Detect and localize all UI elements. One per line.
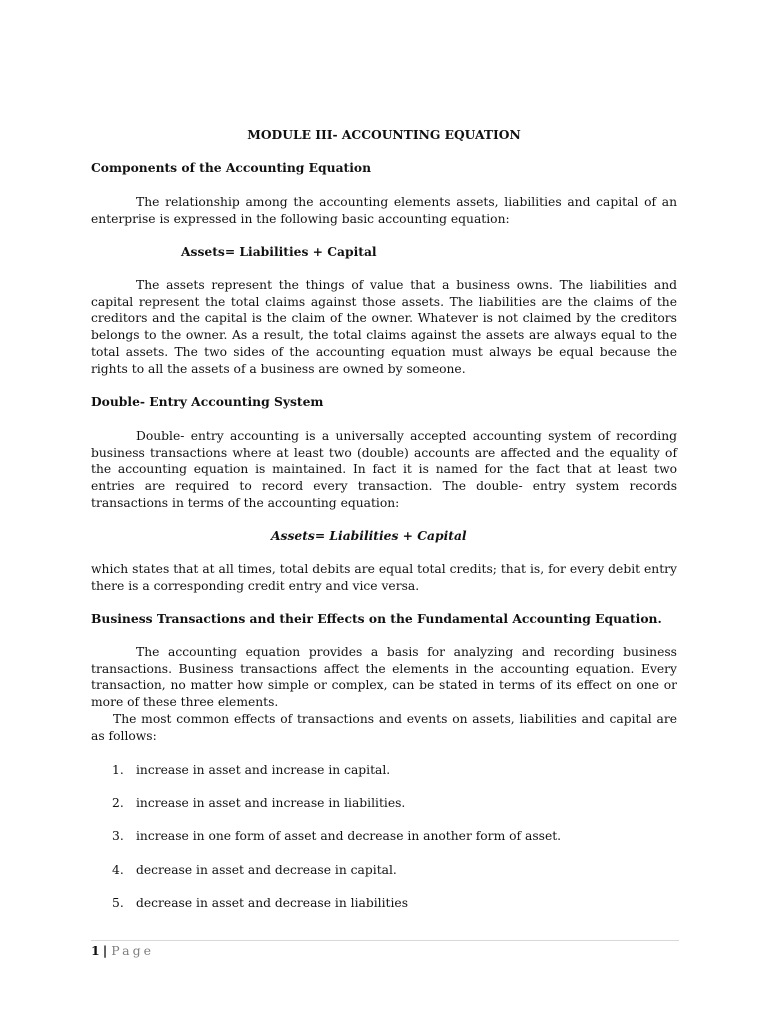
page-label: Page <box>111 943 154 958</box>
list-item <box>112 795 405 811</box>
list-item <box>112 895 408 911</box>
list-item-text: increase in one form of asset and decrease in another form of asset. <box>136 829 562 843</box>
section-heading-business-transactions: Business Transactions and their Effects on the Fundamental Accounting Equation. <box>91 611 662 626</box>
list-item-number: 5. <box>112 896 124 910</box>
list-item <box>112 862 397 878</box>
paragraph-double-entry: Double- entry accounting is a universally accepted accounting system of recording business transactions where at least two (double) accounts are affected and the equality of the accounting equation is maintained. In fact it is named for the fact that at least two entries are required to record every transaction. The double- entry system records transactions in terms of the accounting equation: <box>91 429 677 510</box>
paragraph-common-effects: The most common effects of transactions and events on assets, liabilities and capital are as follows: <box>91 712 677 743</box>
list-item-number: 1. <box>112 763 124 777</box>
equation-basic: Assets= Liabilities + Capital <box>181 244 377 259</box>
list-item <box>112 762 390 778</box>
list-item <box>112 828 561 844</box>
paragraph-equation-basis: The accounting equation provides a basis for analyzing and recording business transactions. Business transactions affect the elements in the accounting equation. Every transaction, no matter how simple or complex, can be stated in terms of its effect on one or more of these three elements. <box>91 645 677 710</box>
list-item-text: increase in asset and increase in capital. <box>136 763 391 777</box>
page-number: 1 <box>91 943 100 958</box>
footer-separator: | <box>102 943 108 958</box>
list-item-text: increase in asset and increase in liabilities. <box>136 796 406 810</box>
list-item-number: 4. <box>112 863 124 877</box>
page-footer <box>91 943 154 959</box>
section-heading-double-entry: Double- Entry Accounting System <box>91 394 324 409</box>
paragraph-relationship: The relationship among the accounting elements assets, liabilities and capital of an enterprise is expressed in the following basic accounting equation: <box>91 195 677 226</box>
list-item-number: 3. <box>112 829 124 843</box>
equation-double-entry: Assets= Liabilities + Capital <box>271 528 467 543</box>
list-item-text: decrease in asset and decrease in liabilities <box>136 896 409 910</box>
section-heading-components: Components of the Accounting Equation <box>91 160 372 175</box>
list-item-number: 2. <box>112 796 124 810</box>
page-title: MODULE III- ACCOUNTING EQUATION <box>247 127 521 142</box>
footer-divider <box>91 940 679 941</box>
list-item-text: decrease in asset and decrease in capital. <box>136 863 397 877</box>
paragraph-debits-credits: which states that at all times, total debits are equal total credits; that is, for every debit entry there is a corresponding credit entry and vice versa. <box>91 562 677 593</box>
paragraph-assets-represent: The assets represent the things of value that a business owns. The liabilities and capital represent the total claims against those assets. The liabilities are the claims of the creditors and the capital is the claim of the owner. Whatever is not claimed by the creditors belongs to the owner. As a result, the total claims against the assets are always equal to the total assets. The two sides of the accounting equation must always be equal because the rights to all the assets of a business are owned by someone. <box>91 278 677 376</box>
